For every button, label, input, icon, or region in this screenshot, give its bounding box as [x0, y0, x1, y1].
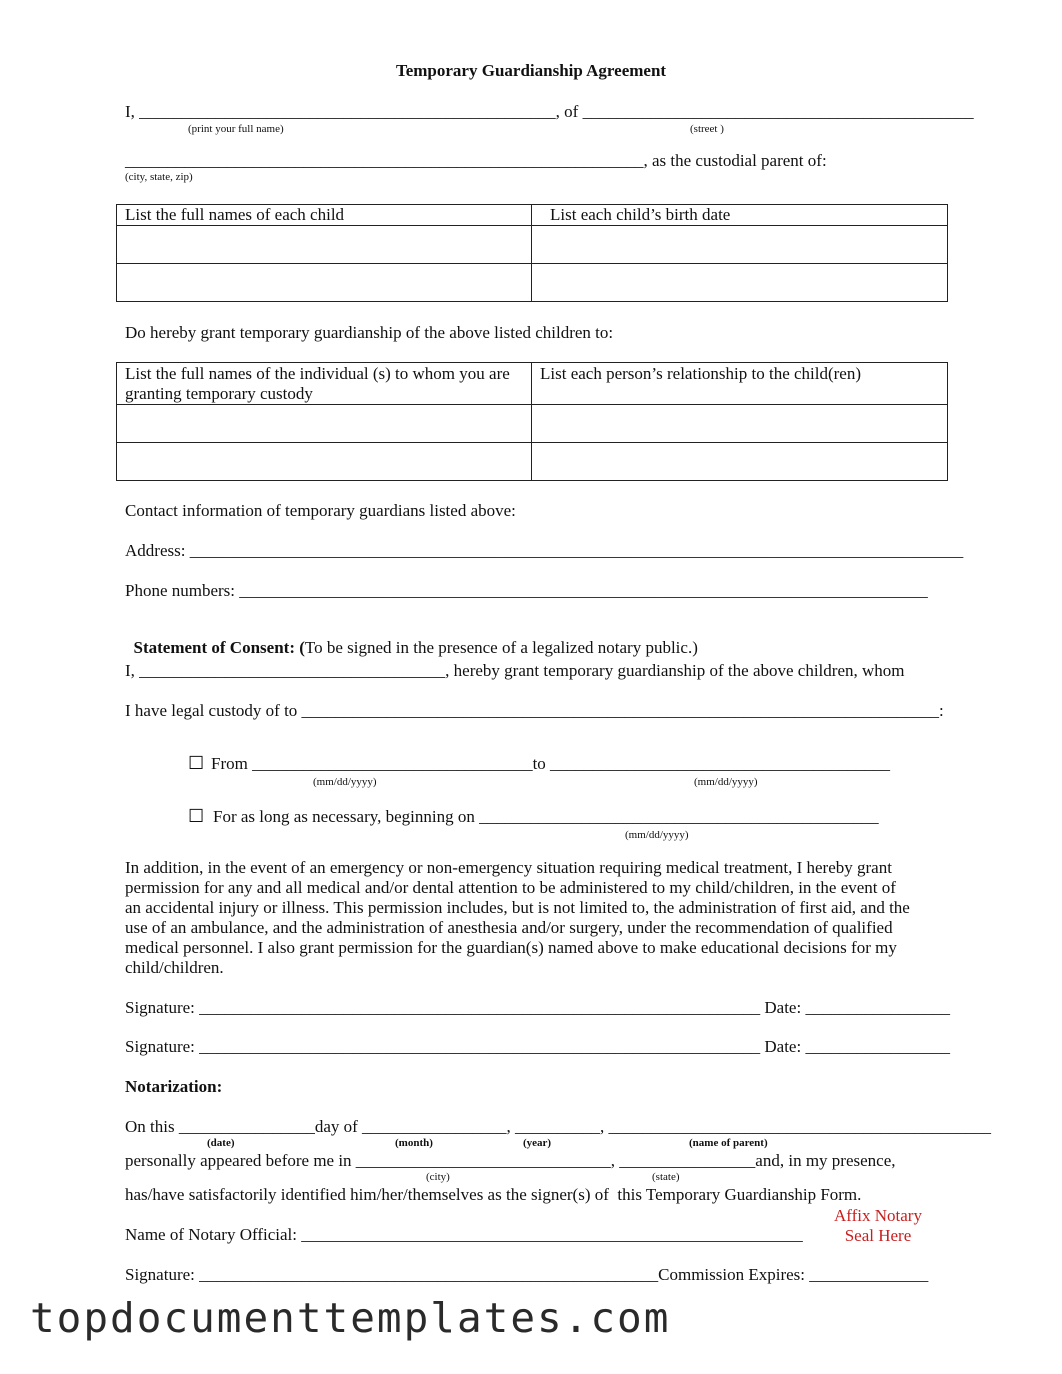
notary-official-name[interactable]: Name of Notary Official: ___________________________________________________________	[125, 1225, 803, 1244]
caption-city-state-zip: (city, state, zip)	[125, 171, 193, 183]
children-table	[116, 204, 948, 302]
caption-state: (state)	[652, 1171, 680, 1183]
paragraph-line: permission for any and all medical and/or dental attention to be administered to my child/children, in the event of	[125, 878, 896, 897]
notary-signature-line[interactable]: Signature: ______________________________________________________Commission Expires: ______________	[125, 1265, 929, 1284]
caption-full-name: (print your full name)	[188, 123, 284, 135]
phone-field[interactable]: Phone numbers: _________________________________________________________________________________	[125, 581, 928, 600]
guardian-relationship-cell[interactable]	[532, 443, 948, 481]
city-parent-line[interactable]: _____________________________________________________________, as the custodial parent of:	[125, 151, 827, 170]
paragraph-line: use of an ambulance, and the administration of anesthesia and/or surgery, under the recommendation of qualified	[125, 918, 893, 937]
consent-heading-bold: Statement of Consent: (	[133, 638, 305, 657]
paragraph-line: an accidental injury or illness. This permission includes, but is not limited to, the administration of first aid, and the	[125, 898, 910, 917]
children-header-birthdates: List each child’s birth date	[532, 205, 948, 226]
long-checkbox-icon[interactable]: ☐	[188, 806, 205, 826]
children-header-names: List the full names of each child	[117, 205, 532, 226]
caption-from-date: (mm/dd/yyyy)	[313, 776, 377, 788]
paragraph-line: child/children.	[125, 958, 224, 977]
consent-line-1[interactable]: I, ____________________________________, hereby grant temporary guardianship of the above children, whom	[125, 661, 905, 680]
notary-seal-placeholder	[800, 1206, 956, 1246]
caption-month: (month)	[395, 1137, 433, 1149]
child-birthdate-cell[interactable]	[532, 264, 948, 302]
address-field[interactable]: Address: ___________________________________________________________________________________________	[125, 541, 964, 560]
consent-line-2[interactable]: I have legal custody of to ___________________________________________________________________________:	[125, 701, 944, 720]
from-checkbox-icon[interactable]: ☐	[188, 753, 205, 773]
guardian-name-cell[interactable]	[117, 443, 532, 481]
page-title: Temporary Guardianship Agreement	[395, 61, 667, 80]
caption-parent: (name of parent)	[689, 1137, 768, 1149]
grant-statement: Do hereby grant temporary guardianship of the above listed children to:	[125, 323, 614, 342]
child-name-cell[interactable]	[117, 264, 532, 302]
guardians-header-names: List the full names of the individual (s) to whom you are granting temporary custody	[117, 363, 532, 405]
guardian-name-cell[interactable]	[117, 405, 532, 443]
consent-heading	[125, 622, 698, 656]
seal-text-line: Seal Here	[844, 1226, 912, 1245]
signature-line-2[interactable]: Signature: __________________________________________________________________ Date: _________________	[125, 1037, 950, 1056]
caption-to-date: (mm/dd/yyyy)	[694, 776, 758, 788]
notarization-line-1[interactable]: On this ________________day of _________________, __________, _____________________________________________	[125, 1117, 992, 1136]
caption-city: (city)	[426, 1171, 450, 1183]
guardian-relationship-cell[interactable]	[532, 405, 948, 443]
paragraph-line: In addition, in the event of an emergency or non-emergency situation requiring medical treatment, I hereby grant	[125, 858, 892, 877]
signature-line-1[interactable]: Signature: __________________________________________________________________ Date: _________________	[125, 998, 950, 1017]
caption-begin-date: (mm/dd/yyyy)	[625, 829, 689, 841]
caption-street: (street )	[690, 123, 724, 135]
seal-text-line: Affix Notary	[834, 1206, 922, 1225]
consent-heading-note: To be signed in the presence of a legalized notary public.)	[304, 638, 698, 657]
name-street-line[interactable]: I, _________________________________________________, of ______________________________________________	[125, 102, 974, 121]
guardians-header-relationship: List each person’s relationship to the child(ren)	[532, 363, 948, 405]
site-watermark: topdocumenttemplates.com	[30, 1294, 671, 1342]
caption-date: (date)	[207, 1137, 235, 1149]
long-as-necessary-line[interactable]: For as long as necessary, beginning on _______________________________________________	[213, 807, 879, 826]
contact-intro: Contact information of temporary guardians listed above:	[125, 501, 516, 520]
medical-permission-paragraph	[125, 858, 937, 978]
from-to-dates[interactable]: From _________________________________to ________________________________________	[211, 754, 891, 773]
notarization-line-3: has/have satisfactorily identified him/her/themselves as the signer(s) of this Temporary Guardianship Form.	[125, 1185, 862, 1204]
caption-year: (year)	[523, 1137, 552, 1149]
notarization-heading: Notarization:	[125, 1077, 223, 1096]
notarization-line-2[interactable]: personally appeared before me in ______________________________, ________________and, in my presence,	[125, 1151, 896, 1170]
child-birthdate-cell[interactable]	[532, 226, 948, 264]
child-name-cell[interactable]	[117, 226, 532, 264]
guardians-table	[116, 362, 948, 481]
paragraph-line: medical personnel. I also grant permission for the guardian(s) named above to make educational decisions for my	[125, 938, 897, 957]
